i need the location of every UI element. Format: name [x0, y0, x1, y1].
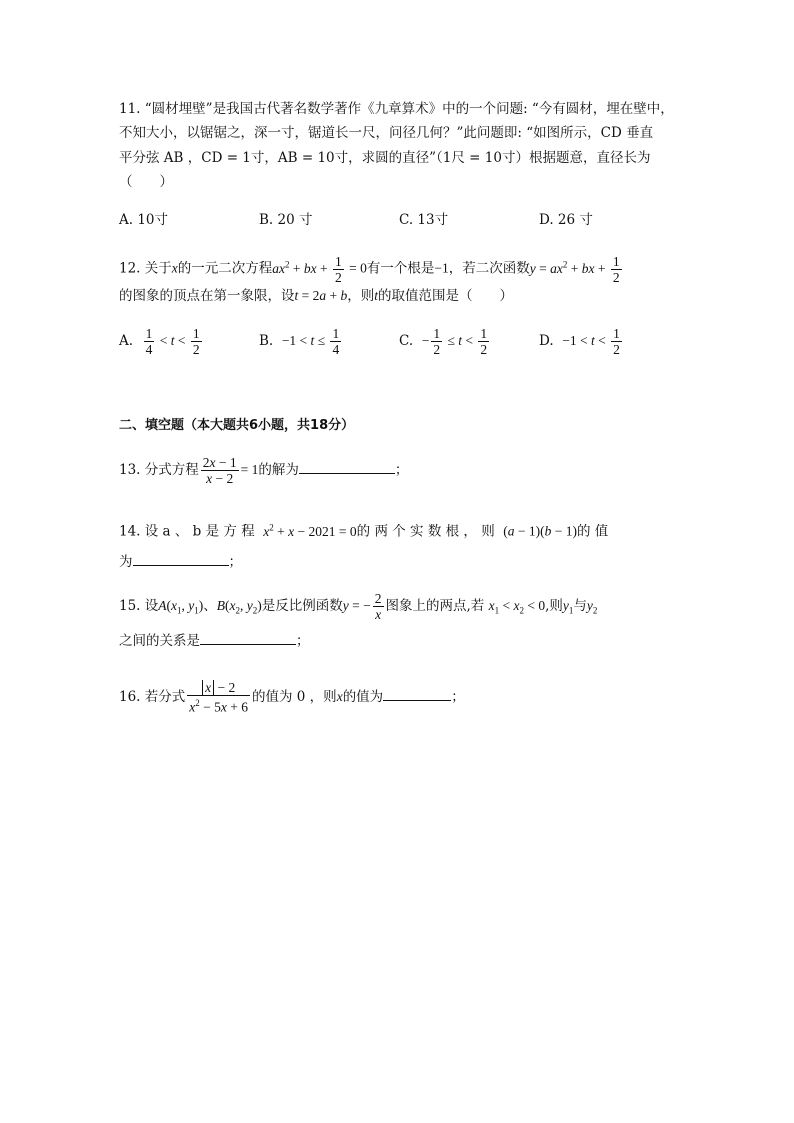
- q12-line1: 12. 关于x的一元二次方程$ax^2$ + bx + $\frac{1}{2}$ = 0有一个根是−1，若二次函数$y = ax^2$ + bx + $\frac{1}{2}$: [119, 253, 620, 285]
- q14-line2: 为 ；: [119, 551, 242, 572]
- q12-part-c: ，若二次函数: [448, 260, 530, 277]
- q11-line4: （ ）: [119, 174, 173, 190]
- q16-line: 16. 若分式 $\frac{x - 2}{x^2 - 5x + 6}$ 的值为 0 ，则x的值为 ；: [119, 680, 465, 715]
- q12-prefix: 12. 关于: [119, 260, 172, 277]
- section-heading: 二、填空题（本大题共6小题，共18分）: [119, 418, 355, 433]
- q12-var-x: x: [171, 260, 178, 276]
- q11-option-d: D. 26 寸: [539, 212, 593, 228]
- q12-frac-half: $\frac{1}{2}$: [335, 253, 342, 285]
- q14-equation: $x^2 + x - 2021 = 0$: [263, 522, 357, 539]
- q12-option-c: C. − $\frac{1}{2}$ ≤ t < $\frac{1}{2}$: [399, 326, 488, 357]
- q12-equation: $ax^2$ + bx +: [272, 259, 332, 276]
- q13-fraction: $\frac{2x - 1}{x - 2}$: [202, 455, 237, 486]
- q11-option-a: A. 10寸: [119, 212, 169, 228]
- q13-line: 13. 分式方程 $\frac{2x - 1}{x - 2}$ = 1的解为 ；: [119, 455, 409, 486]
- q12-t-def: t = 2a + b: [294, 288, 348, 303]
- q12-part-b: 有一个根是: [366, 260, 435, 277]
- q11-option-b: B. 20 寸: [259, 212, 313, 228]
- q15-fraction: $\frac{2}{x}$: [374, 591, 382, 622]
- q12-function: $y = ax^2$ + bx +: [529, 259, 609, 276]
- q12-line2-a: 的图象的顶点在第一象限，设: [119, 288, 295, 304]
- q12-option-b: B. −1 < t ≤ $\frac{1}{4}$: [259, 326, 340, 357]
- q15-line1: 15. 设$A(x_1$, $y_1$)、$B(x_2$, $y_2$)是反比例函数y = − $\frac{2}{x}$ 图象上的两点,若 $x_1 < x_2 < 0$,则$y_1$与$y_2$: [119, 591, 598, 622]
- q11-option-c: C. 13寸: [399, 212, 449, 228]
- q14-line1: 14. 设 a 、 b 是 方 程 $x^2 + x - 2021 = 0$的 两 个 实 数 根 ， 则 (a − 1)(b − 1)的 值: [119, 522, 609, 540]
- q11-line3: 平分弦 AB ，CD = 1寸，AB = 10寸，求圆的直径”（1尺 = 10寸）根据题意，直径长为: [119, 150, 651, 166]
- q12-line2-c: 的取值范围是（ ）: [378, 288, 514, 304]
- q14-answer-blank[interactable]: [133, 551, 229, 566]
- q16-answer-blank[interactable]: [383, 686, 451, 701]
- q12-frac-half-2: $\frac{1}{2}$: [612, 253, 620, 285]
- q12-option-d: D. −1 < t < $\frac{1}{2}$: [539, 326, 620, 357]
- q12-option-a: A. $\frac{1}{4}$ < t < $\frac{1}{2}$: [119, 326, 200, 357]
- q12-line2-b: ，则: [347, 288, 375, 304]
- q14-expression: (a − 1)(b − 1): [503, 523, 578, 539]
- q12-line2: 的图象的顶点在第一象限，设t = 2a + b，则t的取值范围是（ ）: [119, 288, 514, 304]
- q15-answer-blank[interactable]: [200, 630, 296, 645]
- q11-line1: 11. “圆材埋壁”是我国古代著名数学著作《九章算术》中的一个问题: “今有圆材，埋在壁中，: [119, 101, 674, 117]
- q11-line2: 不知大小，以锯锯之，深一寸，锯道长一尺，问径几何？”此问题即: “如图所示，CD 垂直: [119, 125, 654, 141]
- q12-part-a: 的一元二次方程: [177, 260, 273, 277]
- q16-fraction: $\frac{x - 2}{x^2 - 5x + 6}$: [189, 680, 249, 715]
- q13-answer-blank[interactable]: [299, 459, 395, 474]
- q15-line2: 之间的关系是 ；: [119, 630, 310, 651]
